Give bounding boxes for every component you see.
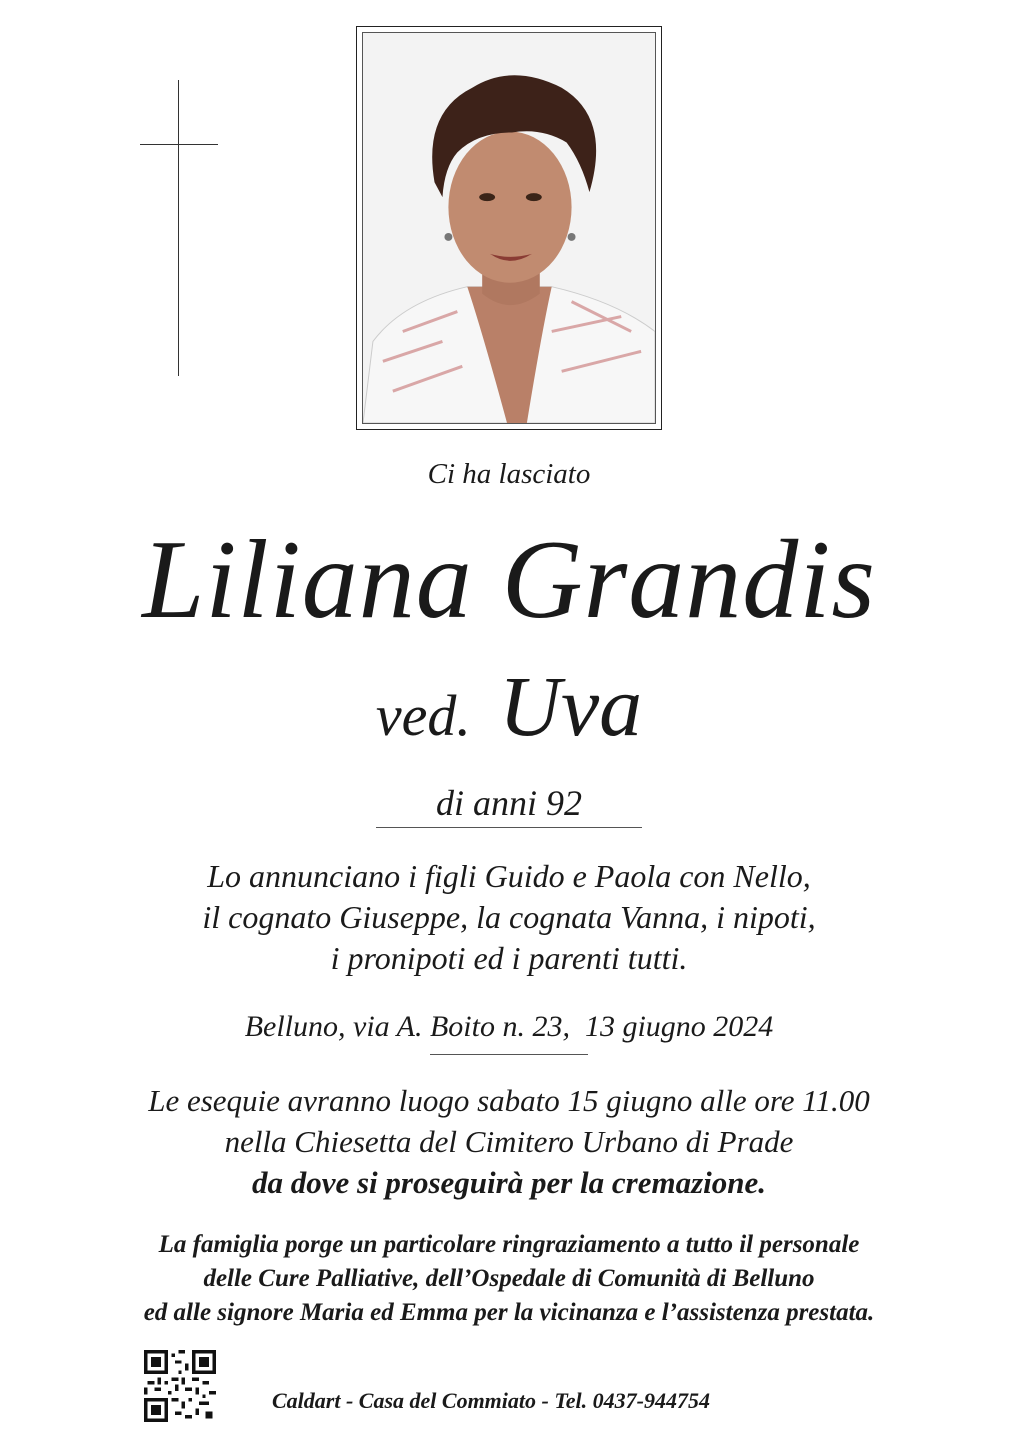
intro-text: Ci ha lasciato xyxy=(427,458,591,490)
thanks-line: La famiglia porge un particolare ringraziamento a tutto il personale xyxy=(158,1231,860,1258)
portrait-photo xyxy=(356,26,662,430)
place-date: Belluno, via A. Boito n. 23, 13 giugno 2024 xyxy=(244,1010,774,1043)
married-name xyxy=(0,658,1018,764)
announcement xyxy=(0,856,1018,979)
deceased-name: Liliana Grandis xyxy=(142,518,876,642)
thanks-line: ed alle signore Maria ed Emma per la vicinanza e l’assistenza prestata. xyxy=(143,1299,875,1326)
funeral-line: da dove si proseguirà per la cremazione. xyxy=(251,1165,767,1200)
place-divider xyxy=(430,1054,588,1055)
qr-code-icon[interactable] xyxy=(144,1350,216,1422)
married-prefix: ved. xyxy=(375,683,471,748)
footer-contact: Caldart - Casa del Commiato - Tel. 0437-944754 xyxy=(272,1388,710,1413)
funeral-line: Le esequie avranno luogo sabato 15 giugno alle ore 11.00 xyxy=(148,1083,870,1118)
age-divider xyxy=(376,827,642,828)
thanks-text xyxy=(0,1228,1018,1330)
funeral-line: nella Chiesetta del Cimitero Urbano di Prade xyxy=(224,1124,794,1159)
age-text: di anni 92 xyxy=(435,783,582,823)
married-surname: Uva xyxy=(498,658,643,754)
announcement-line: i pronipoti ed i parenti tutti. xyxy=(330,940,688,976)
announcement-line: il cognato Giuseppe, la cognata Vanna, i nipoti, xyxy=(202,899,816,935)
funeral-info xyxy=(0,1080,1018,1203)
announcement-line: Lo annunciano i figli Guido e Paola con Nello, xyxy=(207,858,811,894)
thanks-line: delle Cure Palliative, dell’Ospedale di Comunità di Belluno xyxy=(203,1265,815,1292)
